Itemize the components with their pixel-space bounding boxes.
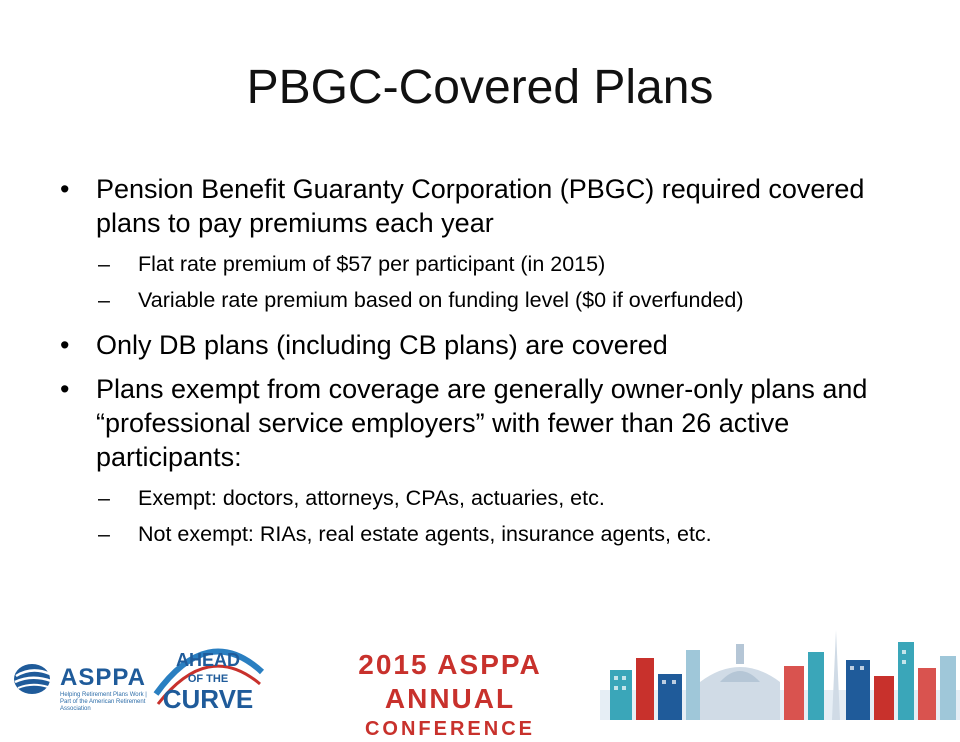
asppa-wordmark: ASPPA (60, 664, 146, 691)
ahead-of-the-curve-logo (148, 632, 268, 720)
conference-line2: CONFERENCE (364, 718, 535, 740)
bullet-text: Only DB plans (including CB plans) are covered (96, 330, 668, 360)
dash-icon: – (98, 522, 110, 546)
slide-content (60, 172, 920, 556)
conference-line1: 2015 ASPPA ANNUAL (358, 649, 542, 714)
sub-bullet-item (60, 520, 920, 548)
sub-bullet-text: Variable rate premium based on funding level ($0 if overfunded) (138, 288, 744, 312)
sub-bullet-item (60, 286, 920, 314)
conference-footer (0, 630, 960, 740)
globe-icon (12, 662, 56, 696)
sub-bullet-item (60, 250, 920, 278)
ahead-line2: OF THE (187, 673, 229, 685)
bullet-icon: • (60, 174, 70, 204)
dash-icon: – (98, 288, 110, 312)
bullet-item (60, 172, 920, 240)
bullet-text: Pension Benefit Guaranty Corporation (PBGC) required covered plans to pay premiums each year (96, 174, 865, 238)
dash-icon: – (98, 252, 110, 276)
bullet-icon: • (60, 330, 70, 360)
sub-bullet-text: Flat rate premium of $57 per participant (in 2015) (138, 252, 606, 276)
ahead-line1: AHEAD (175, 650, 241, 670)
dash-icon: – (98, 486, 110, 510)
slide-title: PBGC-Covered Plans (246, 61, 714, 114)
city-skyline-illustration (600, 630, 960, 720)
conference-title (300, 648, 600, 742)
bullet-item (60, 328, 920, 362)
sub-bullet-text: Exempt: doctors, attorneys, CPAs, actuaries, etc. (138, 486, 605, 510)
asppa-logo (12, 660, 147, 712)
bullet-item (60, 372, 920, 474)
bullet-text: Plans exempt from coverage are generally owner-only plans and “professional service employers” with fewer than 26 active participants: (96, 374, 868, 472)
bullet-icon: • (60, 374, 70, 404)
sub-bullet-text: Not exempt: RIAs, real estate agents, insurance agents, etc. (138, 522, 712, 546)
sub-bullet-item (60, 484, 920, 512)
ahead-line3: CURVE (162, 684, 254, 714)
asppa-tagline: Helping Retirement Plans Work | Part of the American Retirement Association (60, 692, 147, 712)
